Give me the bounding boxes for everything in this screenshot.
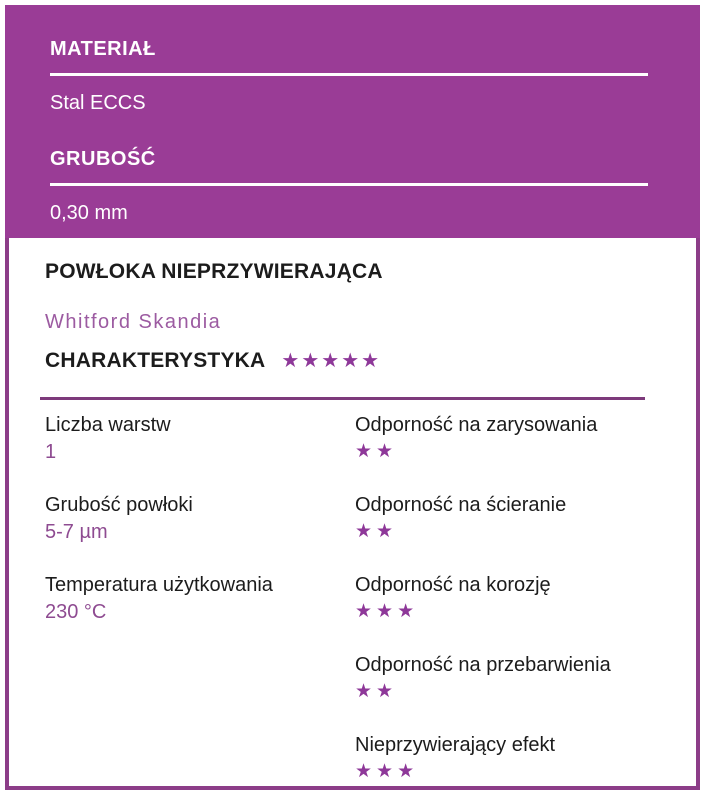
property-item <box>45 492 355 546</box>
rating-item <box>355 572 655 626</box>
material-value: Stal ECCS <box>50 92 146 114</box>
property-label: Grubość powłoki <box>45 494 193 516</box>
star-rating-icon: ★★ <box>355 521 398 542</box>
thickness-underline <box>50 183 648 186</box>
thickness-section <box>50 148 700 224</box>
star-rating-icon: ★★ <box>355 441 398 462</box>
material-label: MATERIAŁ <box>50 38 156 60</box>
rating-label: Odporność na ścieranie <box>355 494 567 516</box>
material-section <box>50 38 700 114</box>
property-value: 5-7 µm <box>45 521 108 543</box>
characteristics-label: CHARAKTERYSTYKA <box>45 349 266 372</box>
star-rating-icon: ★★ <box>355 681 398 702</box>
rating-item <box>355 492 655 546</box>
star-rating-icon: ★★★ <box>355 601 419 622</box>
section-divider <box>40 397 645 400</box>
rating-label: Odporność na zarysowania <box>355 414 598 436</box>
property-value: 230 °C <box>45 601 107 623</box>
rating-label: Odporność na korozję <box>355 574 551 596</box>
property-label: Temperatura użytkowania <box>45 574 273 596</box>
rating-label: Nieprzywierający efekt <box>355 734 556 756</box>
material-header-block <box>5 5 700 238</box>
rating-label: Odporność na przebarwienia <box>355 654 611 676</box>
product-spec-sheet <box>5 5 700 790</box>
property-item <box>45 572 355 626</box>
thickness-value: 0,30 mm <box>50 202 128 224</box>
thickness-label: GRUBOŚĆ <box>50 148 156 170</box>
star-rating-icon: ★★★★★ <box>281 350 382 372</box>
coating-title: POWŁOKA NIEPRZYWIERAJĄCA <box>45 260 383 283</box>
rating-item <box>355 652 655 706</box>
material-underline <box>50 73 648 76</box>
properties-column-right <box>355 412 655 790</box>
coating-card <box>5 238 700 790</box>
properties-columns <box>45 412 676 790</box>
property-label: Liczba warstw <box>45 414 171 436</box>
star-rating-icon: ★★★ <box>355 761 419 782</box>
property-item <box>45 412 355 466</box>
characteristics-row <box>45 348 676 374</box>
properties-column-left <box>45 412 355 790</box>
coating-brand: Whitford Skandia <box>45 311 222 333</box>
rating-item <box>355 412 655 466</box>
rating-item <box>355 732 655 786</box>
property-value: 1 <box>45 441 57 463</box>
